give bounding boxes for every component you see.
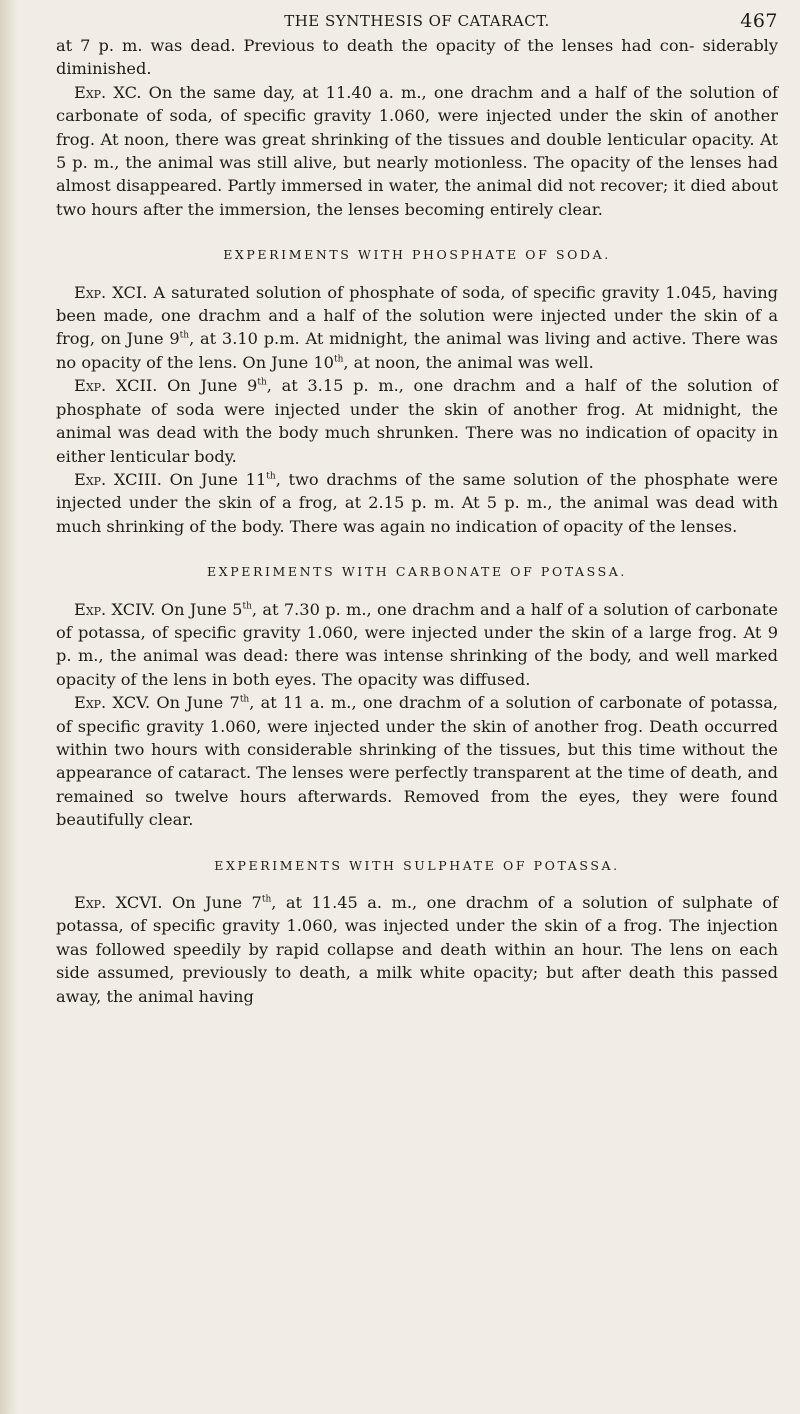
exp-label: Exp. (74, 282, 107, 302)
exp-label: Exp. (74, 376, 107, 396)
intro-line-2: siderably diminished. (56, 36, 778, 79)
exp-number: XCIII. (113, 469, 162, 489)
exp-text: On June 7 (172, 893, 262, 912)
exp-number: XC. (113, 82, 142, 102)
exp-text: On June 11 (169, 469, 267, 489)
page-number: 467 (740, 10, 778, 32)
exp-text: , two drachms of the same solution of the phosphate were injected under the skin of a frog, at 2.15 p. m. At 5 p. m., the animal was dead with much shrinking of the body. There was again no indication of opacity of the lenses. (56, 469, 778, 536)
running-title: THE SYNTHESIS OF CATARACT. (284, 12, 550, 30)
experiment-95 (56, 691, 778, 831)
section-heading-sulphate-potassa: EXPERIMENTS WITH SULPHATE OF POTASSA. (214, 857, 620, 873)
ordinal-suffix: th (266, 471, 276, 482)
exp-label: Exp. (74, 599, 107, 619)
experiment-96 (56, 891, 778, 1008)
experiment-90 (56, 81, 778, 221)
running-head (56, 10, 778, 34)
section-heading-phosphate-soda: EXPERIMENTS WITH PHOSPHATE OF SODA. (223, 247, 611, 263)
exp-number: XCV. (112, 693, 151, 713)
exp-text: , at 7.30 p. m., one drachm and a half of a solution of carbonate of potassa, of specific gravity 1.060, were injected under the skin of a large frog. At 9 p. m., the animal was dead: there was intense shrinking of the body, and well marked opacity of the lens in both eyes. The opacity was diffused. (56, 599, 778, 689)
exp-text: , at 11.45 a. m., one drachm of a solution of sulphate of potassa, of specific gravity 1.060, was injected under the skin of a frog. The injection was followed speedily by rapid collapse and death within an hour. The lens on each side assumed, previously to death, a milk white opacity; but after death this passed away, the animal having (56, 893, 778, 1006)
exp-text: , at 3.15 p. m., one drachm and a half of the solution of phosphate of soda were injected under the skin of another frog. At midnight, the animal was dead with the body much shrunken. There was no indication of opacity in either lenticular body. (56, 376, 778, 466)
exp-label: Exp. (74, 893, 107, 912)
exp-text: On June 9 (167, 376, 258, 396)
exp-number: XCII. (115, 376, 158, 396)
ordinal-suffix: th (333, 354, 344, 365)
exp-text: , at noon, the animal was well. (343, 352, 594, 372)
continued-paragraph (56, 34, 778, 81)
experiment-91 (56, 281, 778, 375)
exp-number: XCVI. (115, 893, 163, 912)
exp-label: Exp. (74, 693, 107, 713)
section-heading-carbonate-potassa: EXPERIMENTS WITH CARBONATE OF POTASSA. (207, 564, 627, 580)
exp-number: XCIV. (111, 599, 156, 619)
exp-text: On June 7 (156, 693, 240, 713)
ordinal-suffix: th (257, 377, 267, 388)
experiment-94 (56, 598, 778, 692)
exp-text: On the same day, at 11.40 a. m., one drachm and a half of the solution of carbonate of soda, of specific gravity 1.060, were injected under the skin of another frog. At noon, there was great shrinking of the tissues and double lenticular opacity. At 5 p. m., the animal was still alive, but nearly motionless. The opacity of the lenses had almost disappeared. Partly immersed in water, the animal did not recover; it died about two hours after the immersion, the lenses becoming entirely clear. (56, 82, 778, 219)
exp-number: XCI. (112, 282, 148, 302)
ordinal-suffix: th (239, 694, 250, 705)
exp-text: , at 11 a. m., one drachm of a solution of carbonate of potassa, of specific gravity 1.060, were injected under the skin of another frog. Death occurred within two hours with considerable shrinking of the tissues, but this time without the appearance of cataract. The lenses were perfectly transparent at the time of death, and remained so twelve hours afterwards. Removed from the eyes, they were found beautifully clear. (56, 693, 778, 830)
intro-line-1: at 7 p. m. was dead. Previous to death the opacity of the lenses had con- (56, 36, 695, 55)
exp-text: A saturated solution of phosphate of soda, of specific gravity 1.045, having been made, one drachm and a half of the solution were injected under the skin of a frog, on June 9 (56, 282, 778, 349)
exp-text: On June 5 (160, 599, 243, 619)
exp-label: Exp. (74, 469, 107, 489)
exp-text: , at 3.10 p.m. At midnight, the animal was living and active. There was no opacity of the lens. On June 10 (56, 329, 778, 372)
experiment-92 (56, 374, 778, 468)
binding-shadow (0, 0, 18, 1414)
body-text (56, 34, 778, 1008)
experiment-93 (56, 468, 778, 538)
ordinal-suffix: th (179, 331, 190, 342)
ordinal-suffix: th (242, 601, 252, 612)
exp-label: Exp. (74, 82, 107, 102)
ordinal-suffix: th (261, 894, 272, 905)
